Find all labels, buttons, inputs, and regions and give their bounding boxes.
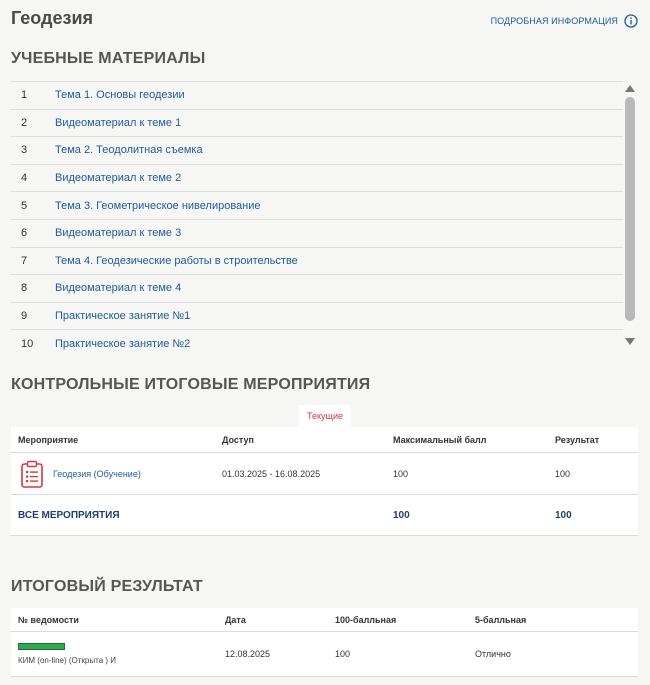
total-max: 100 bbox=[393, 509, 410, 521]
page-title: Геодезия bbox=[11, 8, 94, 28]
total-result: 100 bbox=[555, 509, 572, 521]
column-header: 5-балльная bbox=[475, 614, 527, 625]
details-link[interactable] bbox=[491, 14, 638, 28]
statement-cell bbox=[11, 643, 225, 665]
table-row bbox=[11, 453, 638, 495]
column-header: Результат bbox=[555, 434, 600, 445]
material-link[interactable]: Практическое занятие №2 bbox=[55, 337, 191, 350]
column-header: Дата bbox=[225, 614, 246, 625]
score-100: 100 bbox=[335, 649, 351, 659]
list-item bbox=[11, 219, 623, 247]
events-table bbox=[11, 427, 638, 536]
materials-scrollbar[interactable] bbox=[624, 83, 636, 347]
material-link[interactable]: Тема 2. Теодолитная съемка bbox=[55, 144, 203, 157]
table-row bbox=[11, 632, 638, 677]
info-icon bbox=[624, 14, 638, 28]
result-date: 12.08.2025 bbox=[225, 649, 271, 659]
list-item bbox=[11, 302, 623, 330]
score-5: Отлично bbox=[475, 649, 511, 659]
item-number: 10 bbox=[21, 337, 34, 350]
list-item bbox=[11, 329, 623, 357]
list-item bbox=[11, 274, 623, 302]
item-number: 8 bbox=[21, 282, 28, 295]
column-header: Мероприятие bbox=[18, 434, 79, 445]
details-link-label: ПОДРОБНАЯ ИНФОРМАЦИЯ bbox=[490, 16, 618, 26]
material-link[interactable]: Практическое занятие №1 bbox=[55, 310, 191, 323]
scroll-down-icon[interactable] bbox=[625, 338, 635, 345]
access-period: 01.03.2025 - 16.08.2025 bbox=[222, 468, 321, 479]
material-link[interactable]: Тема 3. Геометрическое нивелирование bbox=[55, 199, 261, 212]
event-cell bbox=[11, 460, 222, 488]
table-header bbox=[11, 427, 638, 453]
material-link[interactable]: Видеоматериал к теме 4 bbox=[55, 282, 182, 295]
item-number: 9 bbox=[21, 310, 28, 323]
results-heading: ИТОГОВЫЙ РЕЗУЛЬТАТ bbox=[11, 578, 203, 595]
tab-current[interactable]: Текущие bbox=[299, 405, 351, 427]
material-link[interactable]: Видеоматериал к теме 3 bbox=[55, 227, 182, 240]
item-number: 4 bbox=[21, 172, 28, 185]
clipboard-icon bbox=[20, 460, 44, 488]
column-header: Максимальный балл bbox=[393, 434, 487, 445]
total-row bbox=[11, 495, 638, 536]
list-item bbox=[11, 164, 623, 192]
table-header bbox=[11, 608, 638, 632]
events-heading: КОНТРОЛЬНЫЕ ИТОГОВЫЕ МЕРОПРИЯТИЯ bbox=[11, 376, 371, 393]
column-header: № ведомости bbox=[18, 614, 79, 625]
material-link[interactable]: Тема 4. Геодезические работы в строительстве bbox=[55, 254, 298, 267]
title-bar bbox=[11, 8, 638, 34]
event-link[interactable]: Геодезия (Обучение) bbox=[53, 468, 141, 479]
statement-label: КИМ (on-line) (Открыта ) И bbox=[18, 656, 116, 665]
material-link[interactable]: Тема 1. Основы геодезии bbox=[55, 89, 185, 102]
item-number: 6 bbox=[21, 227, 28, 240]
item-number: 3 bbox=[21, 144, 28, 157]
list-item bbox=[11, 81, 623, 109]
list-item bbox=[11, 247, 623, 275]
item-number: 7 bbox=[21, 254, 28, 267]
max-score: 100 bbox=[393, 468, 409, 479]
material-link[interactable]: Видеоматериал к теме 2 bbox=[55, 172, 182, 185]
column-header: Доступ bbox=[222, 434, 254, 445]
list-item bbox=[11, 191, 623, 219]
scroll-thumb[interactable] bbox=[625, 97, 635, 321]
list-item bbox=[11, 109, 623, 137]
status-bar bbox=[18, 643, 65, 650]
item-number: 1 bbox=[21, 89, 28, 102]
all-events-link[interactable]: ВСЕ МЕРОПРИЯТИЯ bbox=[18, 509, 120, 521]
scroll-up-icon[interactable] bbox=[625, 85, 635, 92]
item-number: 2 bbox=[21, 116, 28, 129]
results-table bbox=[11, 608, 638, 677]
material-link[interactable]: Видеоматериал к теме 1 bbox=[55, 116, 182, 129]
materials-heading: УЧЕБНЫЕ МАТЕРИАЛЫ bbox=[11, 50, 206, 67]
column-header: 100-балльная bbox=[335, 614, 397, 625]
materials-list[interactable] bbox=[11, 81, 623, 357]
item-number: 5 bbox=[21, 199, 28, 212]
list-item bbox=[11, 136, 623, 164]
result-score: 100 bbox=[555, 468, 571, 479]
